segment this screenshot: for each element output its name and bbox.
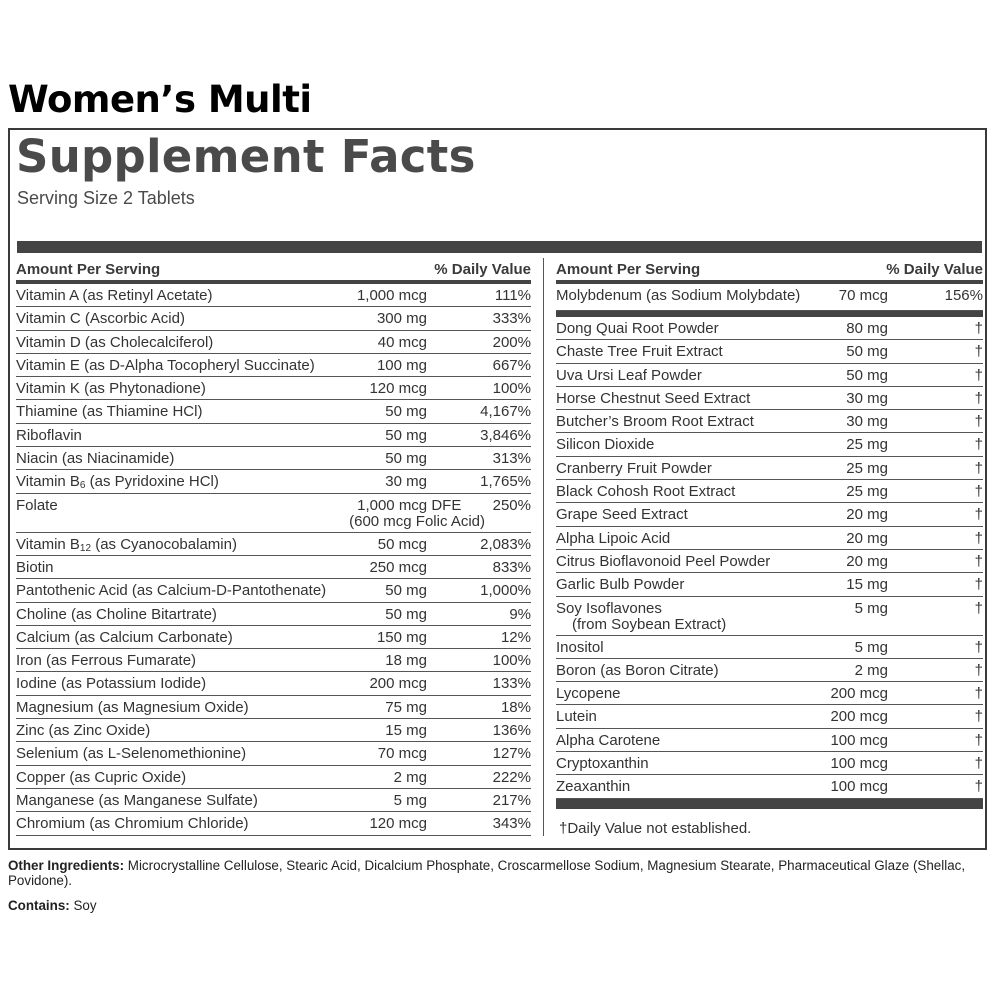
nutrient-row [16,284,531,307]
nutrient-daily-value: † [974,599,983,617]
nutrient-name: Calcium (as Calcium Carbonate) [16,628,233,646]
contains-text: Soy [69,898,97,913]
nutrient-name: Vitamin C (Ascorbic Acid) [16,310,185,328]
right-header [556,256,983,280]
nutrient-row [16,307,531,330]
nutrient-daily-value: † [974,708,983,726]
nutrient-daily-value: 313% [492,450,531,468]
nutrient-daily-value: 156% [944,287,983,304]
nutrient-name: Vitamin K (as Phytonadione) [16,380,206,398]
nutrient-amount: 40 mcg [377,333,427,351]
amount-per-serving-label: Amount Per Serving [556,261,701,278]
nutrient-name: Riboflavin [16,426,82,444]
product-name: Women’s Multi [8,78,312,121]
nutrient-amount: 80 mg [846,320,888,337]
nutrient-name: Cranberry Fruit Powder [556,459,712,477]
nutrient-row [556,340,983,363]
nutrient-amount: 30 mg [846,389,888,407]
nutrient-row [556,527,983,550]
nutrient-name: Cryptoxanthin [556,755,649,773]
daily-value-label: % Daily Value [886,261,983,278]
nutrient-row [556,659,983,682]
nutrient-row [16,470,531,493]
nutrient-row [556,573,983,596]
nutrient-name: Molybdenum (as Sodium Molybdate) [556,287,801,304]
nutrient-amount: 20 mg [846,529,888,547]
nutrient-amount: 50 mg [385,403,427,421]
nutrient-amount: 50 mg [385,426,427,444]
nutrient-amount: 50 mg [385,450,427,468]
nutrient-daily-value: † [974,778,983,796]
nutrient-name-form: (as Cyanocobalamin) [91,535,237,553]
nutrient-name: Pantothenic Acid (as Calcium-D-Pantothenate) [16,582,327,600]
nutrient-row [16,354,531,377]
nutrient-name: Inositol [556,638,604,656]
nutrient-row [556,317,983,340]
nutrient-row [16,742,531,765]
right-nutrient-column [556,256,983,809]
nutrient-name: Thiamine (as Thiamine HCl) [16,403,203,421]
nutrient-row [16,494,531,533]
nutrient-amount: 20 mg [846,506,888,524]
nutrient-name: Magnesium (as Magnesium Oxide) [16,698,249,716]
nutrient-daily-value: † [974,755,983,773]
nutrient-name [16,473,219,491]
nutrient-amount: 15 mg [385,722,427,740]
nutrient-amount: 50 mcg [377,535,427,553]
nutrient-daily-value: † [974,320,983,337]
nutrient-daily-value: † [974,483,983,501]
nutrient-amount: 75 mg [385,698,427,716]
nutrient-daily-value: 250% [492,496,531,514]
nutrient-daily-value: † [974,731,983,749]
nutrient-name: Iron (as Ferrous Fumarate) [16,652,197,670]
nutrient-amount: 50 mg [385,582,427,600]
nutrient-daily-value: 18% [500,698,531,716]
nutrient-amount: 250 mcg [369,558,427,576]
nutrient-subscript: 12 [79,542,92,554]
nutrient-amount: 50 mg [385,605,427,623]
nutrient-daily-value: 100% [492,380,531,398]
nutrient-amount: 70 mcg [838,287,888,304]
top-divider [17,241,982,253]
nutrient-row [556,284,983,311]
nutrient-name: Manganese (as Manganese Sulfate) [16,791,258,809]
nutrient-amount: 200 mcg [369,675,427,693]
nutrient-daily-value: 12% [500,628,531,646]
nutrient-row [556,503,983,526]
nutrient-subscript: 6 [79,480,86,492]
nutrient-row [556,457,983,480]
nutrient-name: Uva Ursi Leaf Powder [556,366,702,384]
nutrient-amount: 2 mg [393,768,427,786]
daily-value-label: % Daily Value [434,261,531,278]
nutrient-daily-value: † [974,576,983,594]
nutrient-amount-dfe: 1,000 mcg DFE [357,496,462,514]
nutrient-name: Dong Quai Root Powder [556,320,719,337]
nutrient-daily-value: 9% [509,605,531,623]
nutrient-amount: 2 mg [854,661,888,679]
nutrient-daily-value: 133% [492,675,531,693]
nutrient-amount: 150 mg [376,628,427,646]
nutrient-row [556,682,983,705]
nutrient-daily-value: 667% [492,356,531,374]
nutrient-row [556,752,983,775]
nutrient-amount: 120 mcg [369,815,427,833]
supplement-facts-panel [8,128,987,850]
nutrient-row [556,433,983,456]
nutrient-row [16,766,531,789]
nutrient-daily-value: 1,765% [480,473,531,491]
nutrient-name: Biotin [16,558,54,576]
nutrient-daily-value: 222% [492,768,531,786]
nutrient-daily-value: † [974,529,983,547]
nutrient-daily-value: 200% [492,333,531,351]
nutrient-amount: 100 mcg [830,755,888,773]
nutrient-row [16,672,531,695]
nutrient-daily-value: † [974,685,983,703]
left-header [16,256,531,280]
nutrient-name-source: (from Soybean Extract) [572,615,727,633]
nutrient-name: Butcher’s Broom Root Extract [556,413,754,431]
nutrient-row [16,556,531,579]
nutrient-amount: 100 mg [376,356,427,374]
nutrient-name: Iodine (as Potassium Iodide) [16,675,207,693]
nutrient-row [556,597,983,636]
nutrient-daily-value: 136% [492,722,531,740]
nutrient-amount: 50 mg [846,366,888,384]
nutrient-amount: 120 mcg [369,380,427,398]
nutrient-daily-value: 3,846% [480,426,531,444]
nutrient-row [556,705,983,728]
nutrient-name: Alpha Lipoic Acid [556,529,671,547]
left-nutrient-column [16,256,531,836]
amount-per-serving-label: Amount Per Serving [16,261,161,278]
nutrient-amount: 100 mcg [830,778,888,796]
nutrient-daily-value: 333% [492,310,531,328]
nutrient-row [16,533,531,556]
nutrient-name: Lutein [556,708,597,726]
nutrient-name: Boron (as Boron Citrate) [556,661,719,679]
nutrient-row [556,550,983,573]
nutrient-row [556,775,983,798]
panel-title: Supplement Facts [16,130,476,183]
nutrient-name: Vitamin E (as D-Alpha Tocopheryl Succinate) [16,356,315,374]
nutrient-name: Citrus Bioflavonoid Peel Powder [556,552,771,570]
nutrient-name-form: (as Pyridoxine HCl) [85,473,219,491]
nutrient-name-text: Vitamin B [16,535,80,553]
contains-label: Contains: [8,898,70,913]
other-ingredients-label: Other Ingredients: [8,858,125,873]
nutrient-row [556,410,983,433]
nutrient-row [556,636,983,659]
nutrient-name: Zinc (as Zinc Oxide) [16,722,151,740]
serving-size: Serving Size 2 Tablets [17,188,195,208]
nutrient-name: Garlic Bulb Powder [556,576,685,594]
other-ingredients-text: Microcrystalline Cellulose, Stearic Acid, Dicalcium Phosphate, Croscarmellose Sodium, Magnesium Stearate, Pharmaceutical Glaze (Shellac, Povidone). [8,858,966,888]
nutrient-amount: 100 mcg [830,731,888,749]
nutrient-daily-value: † [974,413,983,431]
nutrient-daily-value: † [974,638,983,656]
nutrient-amount: 1,000 mcg [356,287,427,304]
nutrient-daily-value: † [974,661,983,679]
nutrient-amount: 18 mg [385,652,427,670]
nutrient-row [16,400,531,423]
nutrient-row [556,480,983,503]
nutrient-amount: 5 mg [854,599,888,617]
nutrient-daily-value: 127% [492,745,531,763]
nutrient-name: Silicon Dioxide [556,436,655,454]
nutrient-row [16,603,531,626]
nutrient-daily-value: 4,167% [480,403,531,421]
nutrient-row [16,696,531,719]
other-ingredients [8,858,968,888]
nutrient-row [556,729,983,752]
nutrient-amount: 30 mg [385,473,427,491]
nutrient-row [16,626,531,649]
nutrient-name: Chromium (as Chromium Chloride) [16,815,249,833]
nutrient-name: Choline (as Choline Bitartrate) [16,605,217,623]
nutrient-amount: 20 mg [846,552,888,570]
nutrient-row [16,447,531,470]
nutrient-name: Niacin (as Niacinamide) [16,450,175,468]
nutrient-row [16,331,531,354]
nutrient-name: Vitamin A (as Retinyl Acetate) [16,287,213,304]
nutrient-daily-value: † [974,389,983,407]
nutrient-name: Selenium (as L-Selenomethionine) [16,745,247,763]
nutrient-name: Chaste Tree Fruit Extract [556,343,723,361]
nutrient-row [16,424,531,447]
nutrient-row [16,579,531,602]
nutrient-daily-value: 343% [492,815,531,833]
nutrient-row [556,364,983,387]
nutrient-amount: 25 mg [846,436,888,454]
nutrient-daily-value: † [974,436,983,454]
nutrient-daily-value: 833% [492,558,531,576]
nutrient-row [16,789,531,812]
nutrient-amount: 25 mg [846,483,888,501]
nutrient-daily-value: † [974,506,983,524]
nutrient-amount: 200 mcg [830,685,888,703]
nutrient-name: Soy Isoflavones [556,599,662,617]
nutrient-daily-value: 1,000% [480,582,531,600]
bottom-divider [556,799,983,809]
nutrient-row [556,387,983,410]
nutrient-name: Zeaxanthin [556,778,631,796]
nutrient-amount: 50 mg [846,343,888,361]
nutrient-name: Folate [16,496,58,514]
nutrient-daily-value: † [974,366,983,384]
nutrient-amount: 300 mg [376,310,427,328]
nutrient-amount-folic: (600 mcg Folic Acid) [349,512,485,530]
footnote: †Daily Value not established. [559,820,752,837]
nutrient-daily-value: † [974,552,983,570]
nutrient-daily-value: † [974,343,983,361]
nutrient-amount: 5 mg [854,638,888,656]
nutrient-daily-value: 111% [494,287,531,304]
nutrient-name: Horse Chestnut Seed Extract [556,389,751,407]
nutrient-name: Copper (as Cupric Oxide) [16,768,187,786]
nutrient-row [16,812,531,835]
nutrient-daily-value: 2,083% [480,535,531,553]
nutrient-row [16,377,531,400]
nutrient-row [16,719,531,742]
nutrient-amount: 200 mcg [830,708,888,726]
nutrient-name: Alpha Carotene [556,731,661,749]
nutrient-amount: 30 mg [846,413,888,431]
nutrient-name: Grape Seed Extract [556,506,688,524]
nutrient-name: Black Cohosh Root Extract [556,483,736,501]
nutrient-amount: 70 mcg [377,745,427,763]
nutrient-name: Vitamin D (as Cholecalciferol) [16,333,214,351]
nutrient-amount: 5 mg [393,791,427,809]
nutrient-name: Lycopene [556,685,621,703]
column-divider [543,258,544,836]
nutrient-name [16,536,237,554]
nutrient-name-text: Vitamin B [16,473,80,491]
nutrient-daily-value: 217% [492,791,531,809]
allergen-statement [8,898,97,913]
nutrient-row [16,649,531,672]
nutrient-amount: 25 mg [846,459,888,477]
nutrient-daily-value: 100% [492,652,531,670]
nutrient-amount: 15 mg [846,576,888,594]
nutrient-amount [349,497,485,530]
nutrient-daily-value: † [974,459,983,477]
